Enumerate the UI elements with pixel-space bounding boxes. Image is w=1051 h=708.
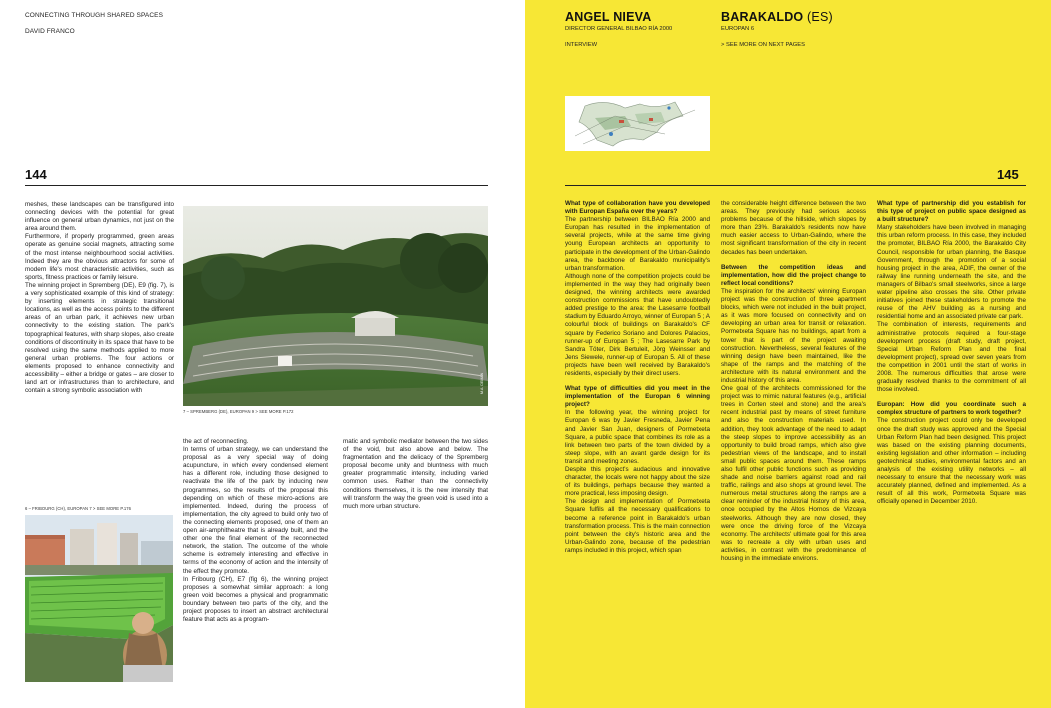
photo-image bbox=[183, 206, 488, 406]
body-column-1 bbox=[25, 201, 174, 484]
interview-answer: The combination of interests, requirements and administrative protocols required a four-stage development process (draft study, draft project, Special Urban Reform Plan and the final development project), spread over seven years from the competition in 2001 until the start of works in 2008. The numerous difficulties that arose were gradually resolved thanks to the commitment of all those involved. bbox=[877, 321, 1026, 394]
section-label: INTERVIEW bbox=[565, 42, 598, 48]
left-page bbox=[0, 0, 525, 708]
see-more-link[interactable]: > SEE MORE ON NEXT PAGES bbox=[721, 42, 806, 48]
body-column-3 bbox=[343, 438, 488, 538]
interview-answer: In the following year, the winning project for Europan 6 was by Javier Fresneda, Javier Pena and Javier San Juan, designers of Pormetxeta Square, a public space that combines its role as a link between two parts of the town divided by a steep slope, with an avant garde design for its transit and meeting zones. bbox=[565, 409, 710, 465]
interview-question: Europan: How did you coordinate such a complex structure of partners to work together? bbox=[877, 401, 1026, 417]
body-paragraph: Furthermore, if properly programmed, green areas operate as genuine social magnets, attracting some of the most intense neighbourhood social activities. Indeed they are the obvious attractors for some of modern life's most characteristic activities, such as sports, fitness practices or family leisure. bbox=[25, 233, 174, 281]
interview-answer: The construction project could only be developed once the draft study was approved and the Special Urban Reform Plan had been designed. This project was based on the existing planning documents, existing legislation and other information – including geotechnical studies, environmental factors and an analysis of the existing utility networks – all necessary to ensure that the necessary work was accurately planned, defined and implemented. As a result of all this work, Pormetxeta Square was officially opened in December 2010. bbox=[877, 417, 1026, 506]
interview-column-3 bbox=[877, 200, 1026, 686]
country-code: (ES) bbox=[807, 10, 833, 24]
photo-image bbox=[25, 515, 173, 682]
interview-answer: The partnership between BILBAO Ría 2000 and Europan has resulted in the implementation of several projects, while at the same time giving young European architects an opportunity to participate in the development of the Urban-Galindo area, the backbone of Barakaldo municipality's urban transformation. bbox=[565, 216, 710, 272]
interview-answer: One goal of the architects commissioned for the project was to mimic natural features (e.g., artificial trees in Corten steel and stone) and the area's recent industrial past by means of street furniture and also the construction materials used. In addition, they took advantage of the need to adapt the steep slopes to improve accessibility as an opportunity to build broad ramps, which also give pedestrian views of the landscape, and to install small public spaces around them. These ramps also fulfil other public functions such as providing shade and noise barriers against road and rail traffic, railings and also shops at ground level. The numerous metal structures along the ramps are a clear reminder of the industrial history of this area, once occupied by the Altos Hornos de Vizcaya steelworks. Although they are now closed, they were once the driving force of the Vizcaya economy. The architects' ultimate goal for this area was to recreate a city with urban uses and activities, in contrast with the predominance of housing in the immediate environs. bbox=[721, 385, 866, 563]
photo-credit: M.A. DEMAN bbox=[480, 372, 484, 394]
interview-column-1 bbox=[565, 200, 710, 686]
europan-session: EUROPAN 6 bbox=[721, 26, 755, 32]
page-number-left: 144 bbox=[25, 167, 47, 182]
interviewee-role: DIRECTOR GENERAL BILBAO RÍA 2000 bbox=[565, 26, 673, 32]
caption-fig7: 7 – SPREMBERG (DE), EUROPAN 9 > SEE MORE P.172 bbox=[183, 409, 294, 414]
running-title: CONNECTING THROUGH SHARED SPACES bbox=[25, 12, 164, 19]
fribourg-green-void-photo bbox=[25, 515, 173, 682]
author-name: DAVID FRANCO bbox=[25, 28, 75, 35]
interview-answer: the considerable height difference between the two areas. They previously had serious access problems because of the hillside, which slopes by more than 23%. Barakaldo's residents now have much easier access to Urban-Galindo, where the most significant transformation of the city in recent decades has been undertaken. bbox=[721, 200, 866, 256]
divider-rule-right bbox=[565, 185, 1026, 186]
site-plan-drawing bbox=[565, 96, 710, 151]
interview-answer: Many stakeholders have been involved in managing this urban reform process. In this case, they included the promoter, BILBAO Ría 2000, the Barakaldo City Council, responsible for urban planning, the Basque Government, through the promotion of a social housing project in the area, ADIF, the owner of the railway line running underneath the site, and the managers of Bilbao's small steelworks, since a large water pipeline also crosses the site. Other private initiatives joined these stakeholders to promote the reuse of the AHV building as a nursing and residential home and an associated private car park. bbox=[877, 224, 1026, 321]
city-title bbox=[721, 10, 833, 24]
spremberg-amphitheatre-photo bbox=[183, 206, 488, 406]
interview-answer: The inspiration for the architects' winning Europan project was the construction of three apartment blocks, which were not included in the built project, as it was more focused on connectivity and on developing an urban area for transit or relaxation. Pormetxeta Square has no buildings, apart from a tower that is part of the project awaiting construction. Nevertheless, several features of the winning design have been maintained, like the shape of the ramps and the matching of the architecture with its natural environment and the industrial history of this area. bbox=[721, 287, 866, 384]
page-number-right: 145 bbox=[997, 167, 1019, 182]
interview-question: What type of collaboration have you developed with Europan España over the years? bbox=[565, 200, 710, 216]
body-column-2 bbox=[183, 438, 328, 684]
caption-fig6: 6 – FRIBOURG (CH), EUROPAN 7 > SEE MORE P.176 bbox=[25, 506, 131, 511]
interview-question: What type of partnership did you establish for this type of project on public space designed as a built structure? bbox=[877, 200, 1026, 224]
body-paragraph: In Fribourg (CH), E7 (fig 6), the winning project proposes a somewhat similar approach: a long green void becomes a physical and programmatic boundary between two parts of the city, and the project proposes to insert an abstract architectural feature that acts as a program- bbox=[183, 575, 328, 624]
interview-answer: The design and implementation of Pormetxeta Square fulfils all the necessary qualifications to become a reference point in Barakaldo's urban transformation process. This is the main connection point between the city's historic area and the Urban-Galindo zone, because of the pedestrian ramps included in this project, which span bbox=[565, 498, 710, 554]
interview-question: Between the competition ideas and implementation, how did the project change to reflect local conditions? bbox=[721, 263, 866, 287]
interview-answer: Despite this project's audacious and innovative character, the locals were not happy about the size of its buildings, perhaps because they wanted a more practical, less imposing design. bbox=[565, 466, 710, 498]
body-paragraph: The winning project in Spremberg (DE), E9 (fig. 7), is a very sophisticated example of this kind of strategy: by inserting elements in strategic transitional locations, as well as the access points to the different areas of an urban park, it achieves new urban connectivity to the existing station. The park's topographical features, with sharp slopes, also create conditions of discontinuity in its space that have to be resolved using the same methods applied to more general urban problems. The four actions or elements proposed to enhance connectivity and accessibility – either a bridge or gates – are closer to land art or infrastructures than to architecture, and contain a strong symbolic association with bbox=[25, 281, 174, 395]
body-paragraph: In terms of urban strategy, we can understand the proposal as a very special way of doing acupuncture, in which every condensed element has a different role, including those designed to reactivate the life of the park by inducing new programmes, so the results of the proposal this depending on which of these micro-actions are implemented. Indeed, during the process of implementation, the city agreed to build only two of the connecting elements proposed, one of them an open air-amphitheatre that is already built, and the other one the final element of the reconnected network, the station. The outcome of the whole scheme is extremely interesting and effective in terms of the economy of action and the intensity of the effect they promote. bbox=[183, 446, 328, 575]
divider-rule bbox=[25, 185, 488, 186]
interview-column-2 bbox=[721, 200, 866, 686]
body-paragraph: the act of reconnecting. bbox=[183, 438, 249, 445]
interview-answer: Although none of the competition projects could be implemented in the way they had originally been designed, the winning architects were awarded construction commissions that have undoubtedly added prestige to the area: the Lasesarre football stadium by Eduardo Arroyo, winner of Europan 5 ; A colourful block of buildings on Barakaldo's CF square by Federico Soriano and Dolores Palacios, runner-up of Europan 5 ; The Lasesarre Park by Sandra Töter, Dirk Bertuleit, Jörg Weinsser and Jens Siewele, runner-up of Europan 5. All of these projects have been well received by Barakaldo's residents, especially by their direct users. bbox=[565, 272, 710, 377]
site-plan-image bbox=[565, 96, 710, 151]
body-paragraph: meshes, these landscapes can be transfigured into connecting devices with the potential for great influence on general urban dynamics, not just on the area around them. bbox=[25, 201, 174, 233]
city-name: BARAKALDO bbox=[721, 10, 804, 24]
interviewee-name: ANGEL NIEVA bbox=[565, 10, 652, 24]
body-paragraph: matic and symbolic mediator between the two sides of the void, but also above and below. The fragmentation and the delicacy of the Spremberg proposal become unity and bluntness with much greater programmatic intensity, including varied common uses. Rather than the connectivity conditions themselves, it is the new intensity that will transform the way the green void is used into a much more urban structure. bbox=[343, 438, 488, 510]
interview-question: What type of difficulties did you meet in the implementation of the Europan 6 winning project? bbox=[565, 385, 710, 409]
